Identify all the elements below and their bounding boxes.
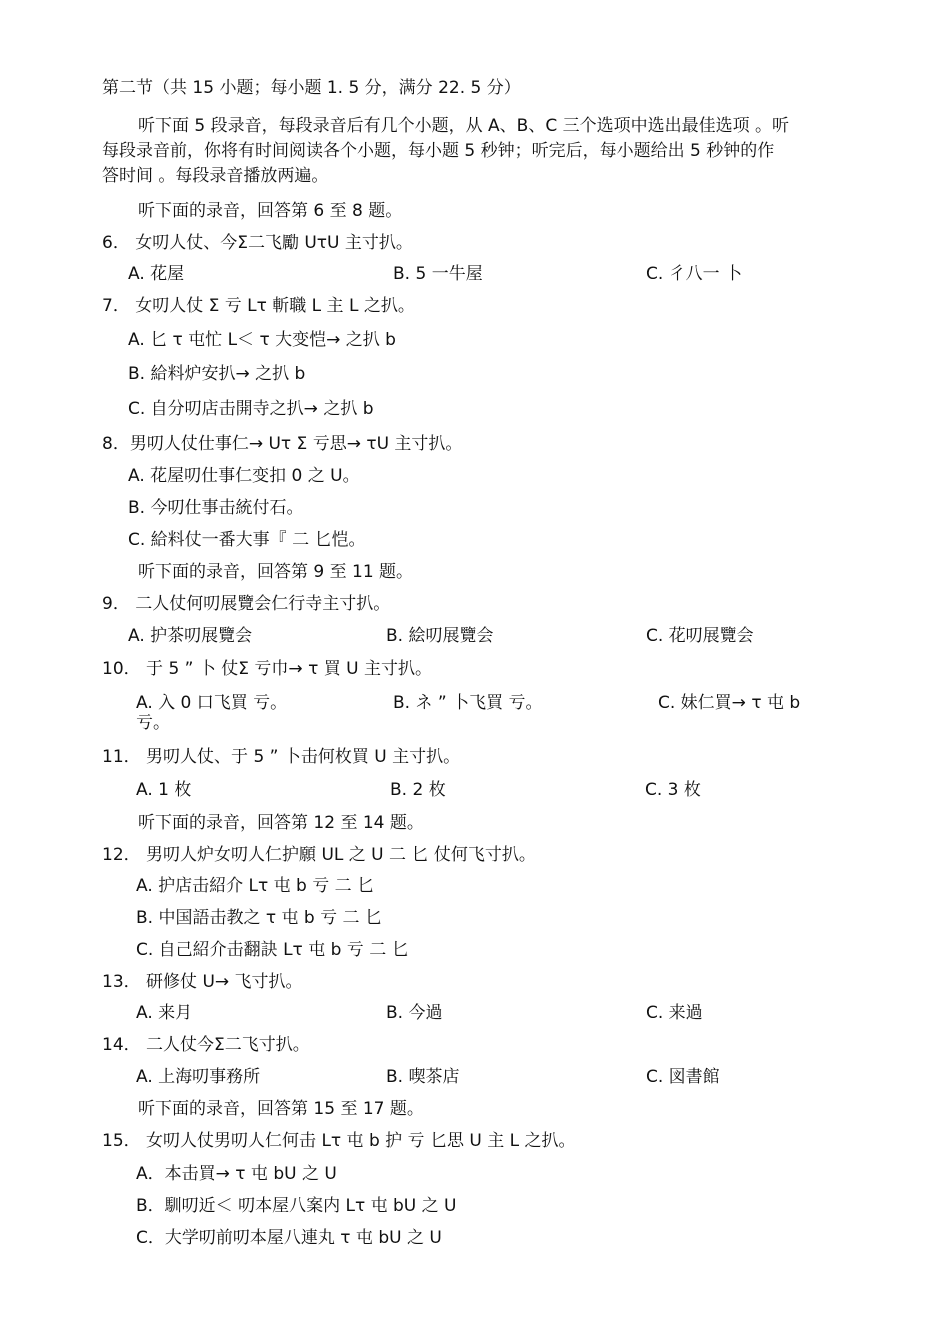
- option-b: B. 2 枚: [390, 780, 446, 800]
- option-b: B. 中国語击教之 τ 屯 b 亏 二 匕: [136, 908, 382, 928]
- option-b: B．馴叨近＜ 叨本屋八案内 Lτ 屯 bU 之 U: [136, 1196, 457, 1216]
- question-stem: 8．男叨人仗仕事仁→ Uτ Σ 亏思→ τU 主寸扒。: [102, 434, 463, 454]
- section-heading: 第二节（共 15 小题；每小题 1. 5 分，满分 22. 5 分）: [102, 78, 521, 98]
- option-a: A. 匕 τ 屯忙 L＜ τ 大变恺→ 之扒 b: [128, 330, 396, 350]
- option-a: A．本击買→ τ 屯 bU 之 U: [136, 1164, 337, 1184]
- group-prompt: 听下面的录音，回答第 15 至 17 题。: [138, 1099, 424, 1119]
- option-c: C. 図書館: [646, 1067, 720, 1087]
- option-b: B. ネ ” 卜飞買 亏。: [393, 693, 543, 713]
- question-stem: 10． 于 5 ” 卜 仗Σ 亏巾→ τ 買 U 主寸扒。: [102, 659, 432, 679]
- instructions-line: 听下面 5 段录音，每段录音后有几个小题，从 A、B、C 三个选项中选出最佳选项 。听: [138, 116, 789, 136]
- question-stem: 14． 二人仗今Σ二飞寸扒。: [102, 1035, 310, 1055]
- option-a: A. 入 0 口飞買 亏。: [136, 693, 288, 713]
- option-c-wrap: 亏。: [136, 713, 170, 733]
- option-b: B. 喫茶店: [386, 1067, 460, 1087]
- question-stem: 11． 男叨人仗、于 5 ” 卜击何枚買 U 主寸扒。: [102, 747, 461, 767]
- option-a: A. 上海叨事務所: [136, 1067, 261, 1087]
- option-a: A. 花屋: [128, 264, 185, 284]
- option-c: C. 彳八一 卜: [646, 264, 743, 284]
- question-stem: 9． 二人仗何叨展覽会仁行寺主寸扒。: [102, 594, 391, 614]
- instructions-line: 答时间 。每段录音播放两遍。: [102, 166, 329, 186]
- option-a: A. 花屋叨仕事仁变扣 0 之 U。: [128, 466, 360, 486]
- option-c: C．大学叨前叨本屋八連丸 τ 屯 bU 之 U: [136, 1228, 442, 1248]
- question-stem: 12． 男叨人炉女叨人仁护願 UL 之 U 二 匕 仗何飞寸扒。: [102, 845, 536, 865]
- question-stem: 7． 女叨人仗 Σ 亏 Lτ 斬職 L 主 L 之扒。: [102, 296, 415, 316]
- option-b: B. 今過: [386, 1003, 443, 1023]
- option-b: B. 5 一牛屋: [393, 264, 483, 284]
- question-stem: 15． 女叨人仗男叨人仁何击 Lτ 屯 b 护 亏 匕思 U 主 L 之扒。: [102, 1131, 576, 1151]
- group-prompt: 听下面的录音，回答第 9 至 11 题。: [138, 562, 414, 582]
- option-a: A. 来月: [136, 1003, 193, 1023]
- option-a: A. 护茶叨展覽会: [128, 626, 253, 646]
- option-a: A. 护店击紹介 Lτ 屯 b 亏 二 匕: [136, 876, 375, 896]
- option-b: B. 絵叨展覽会: [386, 626, 494, 646]
- question-stem: 6． 女叨人仗、今Σ二飞勵 UτU 主寸扒。: [102, 233, 413, 253]
- option-c: C. 花叨展覽会: [646, 626, 754, 646]
- option-c: C. 自分叨店击開寺之扒→ 之扒 b: [128, 399, 374, 419]
- option-c: C. 来過: [646, 1003, 703, 1023]
- instructions-line: 每段录音前，你将有时间阅读各个小题，每小题 5 秒钟；听完后，每小题给出 5 秒钟的作: [102, 141, 775, 161]
- group-prompt: 听下面的录音，回答第 12 至 14 题。: [138, 813, 424, 833]
- option-c: C. 妹仁買→ τ 屯 b: [658, 693, 801, 713]
- option-b: B. 今叨仕事击統付石。: [128, 498, 304, 518]
- option-c: C. 3 枚: [645, 780, 701, 800]
- option-c: C. 自己紹介击翻訣 Lτ 屯 b 亏 二 匕: [136, 940, 409, 960]
- option-a: A. 1 枚: [136, 780, 192, 800]
- option-c: C. 給料仗一番大事『 二 匕恺。: [128, 530, 366, 550]
- question-stem: 13． 研修仗 U→ 飞寸扒。: [102, 972, 303, 992]
- option-b: B. 給料炉安扒→ 之扒 b: [128, 364, 306, 384]
- group-prompt: 听下面的录音，回答第 6 至 8 题。: [138, 201, 403, 221]
